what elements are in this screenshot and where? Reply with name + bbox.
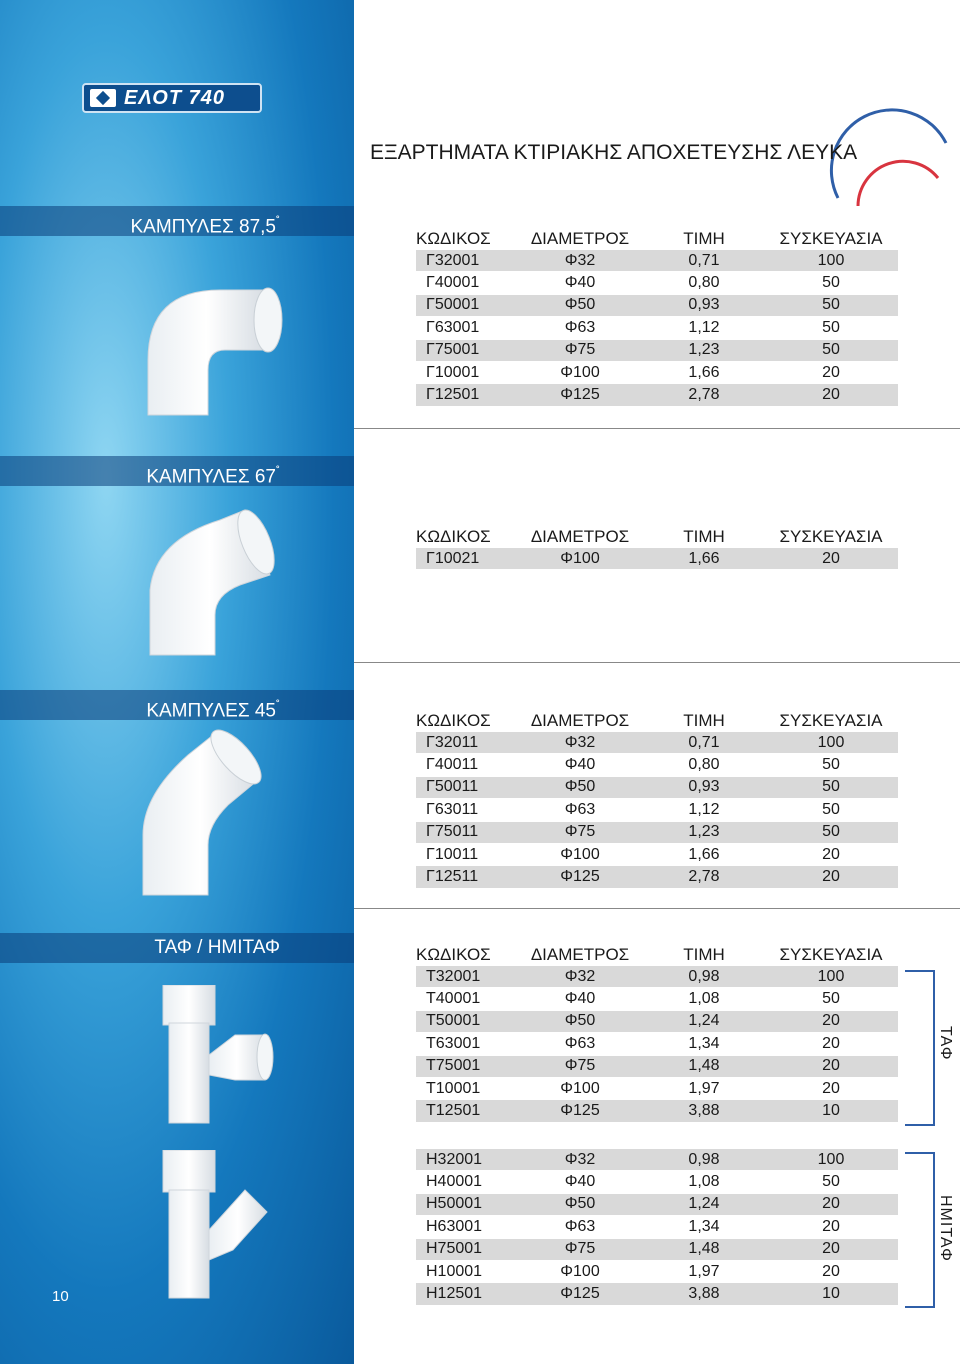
elot-logo — [82, 83, 262, 113]
table-cell: Γ75001 — [426, 341, 480, 359]
table-cell: Φ32 — [564, 1150, 596, 1168]
table-cell: Τ32001 — [426, 967, 481, 985]
table-cell: 1,12 — [688, 800, 720, 818]
table-row — [416, 250, 898, 272]
table-row — [416, 754, 898, 776]
table-cell: 1,08 — [688, 1173, 720, 1191]
table-cell: Η63001 — [426, 1217, 483, 1235]
table-cell: Φ100 — [560, 363, 600, 381]
table-cell: 1,08 — [688, 990, 720, 1008]
price-table — [416, 526, 898, 570]
table-cell: Φ100 — [560, 845, 600, 863]
table-header — [416, 944, 898, 966]
table-cell: Γ32001 — [426, 251, 480, 269]
table-cell: 1,23 — [688, 341, 720, 359]
section-label-tees: ΤΑΦ / ΗΜΙΤΑΦ — [0, 933, 354, 963]
table-row — [416, 1261, 898, 1283]
table-cell: 3,88 — [688, 1285, 720, 1303]
section-divider — [354, 662, 960, 663]
table-cell: 20 — [822, 363, 840, 381]
table-cell: 50 — [822, 756, 840, 774]
table-cell: Φ50 — [564, 1195, 596, 1213]
table-cell: Φ75 — [564, 1057, 596, 1075]
section-divider — [354, 908, 960, 909]
table-cell: Τ50001 — [426, 1012, 481, 1030]
table-cell: 0,93 — [688, 296, 720, 314]
table-cell: Γ32011 — [426, 733, 479, 751]
header-diameter: ΔΙΑΜΕΤΡΟΣ — [530, 527, 630, 546]
table-cell: Τ40001 — [426, 990, 481, 1008]
header-pack: ΣΥΣΚΕΥΑΣΙΑ — [779, 711, 883, 730]
table-cell: Φ100 — [560, 1262, 600, 1280]
table-row — [416, 317, 898, 339]
bend-45-image — [128, 725, 268, 900]
table-row — [416, 732, 898, 754]
table-cell: Γ10021 — [426, 549, 480, 567]
table-cell: 1,97 — [688, 1079, 720, 1097]
table-cell: 1,66 — [688, 549, 720, 567]
table-cell: 2,78 — [688, 386, 720, 404]
table-header — [416, 710, 898, 732]
table-cell: 20 — [822, 1012, 840, 1030]
table-cell: Φ125 — [560, 1285, 600, 1303]
table-row — [416, 362, 898, 384]
table-cell: Γ40001 — [426, 274, 480, 292]
table-row — [416, 777, 898, 799]
section-divider — [354, 428, 960, 429]
table-cell: 1,34 — [688, 1217, 720, 1235]
table-cell: 0,71 — [688, 733, 720, 751]
header-pack: ΣΥΣΚΕΥΑΣΙΑ — [779, 945, 883, 964]
table-cell: 100 — [817, 733, 845, 751]
table-cell: Φ63 — [564, 1034, 596, 1052]
table-cell: Η12501 — [426, 1285, 483, 1303]
price-table — [416, 228, 898, 407]
table-cell: Γ50001 — [426, 296, 480, 314]
taf-bracket — [905, 970, 935, 1126]
header-price: ΤΙΜΗ — [683, 527, 725, 546]
table-cell: 50 — [822, 1173, 840, 1191]
table-cell: Γ63011 — [426, 800, 479, 818]
header-price: ΤΙΜΗ — [683, 945, 725, 964]
table-cell: Γ50011 — [426, 778, 479, 796]
table-cell: Φ75 — [564, 823, 596, 841]
table-row — [416, 295, 898, 317]
header-code: ΚΩΔΙΚΟΣ — [416, 527, 491, 546]
table-cell: 1,48 — [688, 1240, 720, 1258]
table-cell: Φ125 — [560, 386, 600, 404]
table-cell: 20 — [822, 1262, 840, 1280]
table-cell: 20 — [822, 845, 840, 863]
table-cell: 50 — [822, 296, 840, 314]
table-cell: Η50001 — [426, 1195, 483, 1213]
table-cell: Φ32 — [564, 967, 596, 985]
table-cell: 50 — [822, 274, 840, 292]
table-cell: Φ40 — [564, 756, 596, 774]
table-cell: 2,78 — [688, 868, 720, 886]
price-table — [416, 1149, 898, 1306]
table-cell: 20 — [822, 1079, 840, 1097]
table-cell: Γ10011 — [426, 845, 479, 863]
table-cell: 20 — [822, 1034, 840, 1052]
table-row — [416, 384, 898, 406]
table-row — [416, 548, 898, 570]
table-row — [416, 844, 898, 866]
table-cell: Γ40011 — [426, 756, 479, 774]
table-row — [416, 1194, 898, 1216]
table-row — [416, 1149, 898, 1171]
table-cell: Γ10001 — [426, 363, 480, 381]
table-cell: 1,97 — [688, 1262, 720, 1280]
table-cell: Η40001 — [426, 1173, 483, 1191]
table-cell: Η10001 — [426, 1262, 483, 1280]
logo-text: ΕΛΟΤ 740 — [124, 86, 225, 109]
table-cell: 50 — [822, 341, 840, 359]
table-cell: 20 — [822, 1057, 840, 1075]
table-cell: 20 — [822, 386, 840, 404]
table-cell: 1,23 — [688, 823, 720, 841]
header-code: ΚΩΔΙΚΟΣ — [416, 945, 491, 964]
table-cell: 20 — [822, 1195, 840, 1213]
table-row — [416, 272, 898, 294]
hmitaf-bracket — [905, 1152, 935, 1308]
table-cell: 100 — [817, 251, 845, 269]
table-cell: 0,80 — [688, 756, 720, 774]
half-tee-image — [155, 1150, 275, 1300]
table-cell: Η75001 — [426, 1240, 483, 1258]
table-cell: 0,98 — [688, 1150, 720, 1168]
table-cell: Τ63001 — [426, 1034, 481, 1052]
table-cell: Φ100 — [560, 1079, 600, 1097]
table-row — [416, 1216, 898, 1238]
table-cell: 1,24 — [688, 1012, 720, 1030]
table-cell: Γ63001 — [426, 318, 480, 336]
bend-67-image — [130, 500, 280, 660]
table-cell: 10 — [822, 1285, 840, 1303]
section-label-bends-45: ΚΑΜΠΥΛΕΣ 45˚ — [0, 690, 354, 720]
table-cell: 1,24 — [688, 1195, 720, 1213]
table-cell: 0,71 — [688, 251, 720, 269]
header-diameter: ΔΙΑΜΕΤΡΟΣ — [530, 945, 630, 964]
table-cell: 20 — [822, 1240, 840, 1258]
table-row — [416, 1011, 898, 1033]
table-cell: 20 — [822, 1217, 840, 1235]
table-cell: 50 — [822, 823, 840, 841]
table-row — [416, 1171, 898, 1193]
table-cell: Τ75001 — [426, 1057, 481, 1075]
table-cell: 100 — [817, 1150, 845, 1168]
price-table — [416, 710, 898, 889]
table-cell: Φ100 — [560, 549, 600, 567]
table-cell: Φ125 — [560, 868, 600, 886]
tee-image — [155, 985, 275, 1125]
header-diameter: ΔΙΑΜΕΤΡΟΣ — [530, 711, 630, 730]
table-cell: 1,66 — [688, 845, 720, 863]
table-cell: Φ50 — [564, 296, 596, 314]
table-row — [416, 966, 898, 988]
table-cell: Γ12511 — [426, 868, 479, 886]
table-row — [416, 822, 898, 844]
header-price: ΤΙΜΗ — [683, 711, 725, 730]
table-cell: 100 — [817, 967, 845, 985]
table-cell: Φ32 — [564, 733, 596, 751]
table-cell: 50 — [822, 778, 840, 796]
price-table — [416, 944, 898, 1123]
table-cell: Φ40 — [564, 274, 596, 292]
table-cell: 0,93 — [688, 778, 720, 796]
table-cell: Φ125 — [560, 1102, 600, 1120]
header-pack: ΣΥΣΚΕΥΑΣΙΑ — [779, 527, 883, 546]
table-row — [416, 1078, 898, 1100]
hmitaf-group-label: ΗΜΙΤΑΦ — [937, 1195, 954, 1262]
table-row — [416, 1033, 898, 1055]
table-cell: 0,80 — [688, 274, 720, 292]
table-cell: 20 — [822, 549, 840, 567]
table-cell: 10 — [822, 1102, 840, 1120]
table-row — [416, 1283, 898, 1305]
table-cell: Τ10001 — [426, 1079, 481, 1097]
header-diameter: ΔΙΑΜΕΤΡΟΣ — [530, 229, 630, 248]
table-cell: 0,98 — [688, 967, 720, 985]
table-row — [416, 866, 898, 888]
table-cell: 1,48 — [688, 1057, 720, 1075]
table-cell: 1,34 — [688, 1034, 720, 1052]
table-cell: 1,12 — [688, 318, 720, 336]
table-cell: 1,66 — [688, 363, 720, 381]
taf-group-label: ΤΑΦ — [937, 1026, 954, 1061]
bend-87-image — [120, 250, 290, 420]
table-cell: 20 — [822, 868, 840, 886]
table-cell: 50 — [822, 318, 840, 336]
table-row — [416, 988, 898, 1010]
table-header — [416, 228, 898, 250]
header-code: ΚΩΔΙΚΟΣ — [416, 229, 491, 248]
table-cell: Φ32 — [564, 251, 596, 269]
table-row — [416, 1100, 898, 1122]
page-number: 10 — [52, 1288, 69, 1305]
section-label-bends-87: ΚΑΜΠΥΛΕΣ 87,5˚ — [0, 206, 354, 236]
table-cell: Φ63 — [564, 1217, 596, 1235]
table-cell: Φ50 — [564, 778, 596, 796]
table-cell: Φ50 — [564, 1012, 596, 1030]
table-cell: Γ75011 — [426, 823, 479, 841]
logo-mark-icon — [90, 89, 116, 107]
table-cell: Φ63 — [564, 318, 596, 336]
section-label-bends-67: ΚΑΜΠΥΛΕΣ 67˚ — [0, 456, 354, 486]
table-row — [416, 799, 898, 821]
table-cell: Φ40 — [564, 1173, 596, 1191]
table-header — [416, 526, 898, 548]
table-cell: Γ12501 — [426, 386, 480, 404]
header-price: ΤΙΜΗ — [683, 229, 725, 248]
table-cell: 3,88 — [688, 1102, 720, 1120]
table-cell: Φ63 — [564, 800, 596, 818]
table-cell: Τ12501 — [426, 1102, 481, 1120]
table-cell: Φ75 — [564, 1240, 596, 1258]
table-cell: 50 — [822, 990, 840, 1008]
table-row — [416, 1239, 898, 1261]
table-row — [416, 1056, 898, 1078]
table-cell: Η32001 — [426, 1150, 483, 1168]
table-cell: 50 — [822, 800, 840, 818]
header-pack: ΣΥΣΚΕΥΑΣΙΑ — [779, 229, 883, 248]
header-code: ΚΩΔΙΚΟΣ — [416, 711, 491, 730]
table-cell: Φ75 — [564, 341, 596, 359]
table-row — [416, 340, 898, 362]
table-cell: Φ40 — [564, 990, 596, 1008]
page-title: ΕΞΑΡΤΗΜΑΤΑ ΚΤΙΡΙΑΚΗΣ ΑΠΟΧΕΤΕΥΣΗΣ ΛΕΥΚΑ — [370, 141, 858, 164]
